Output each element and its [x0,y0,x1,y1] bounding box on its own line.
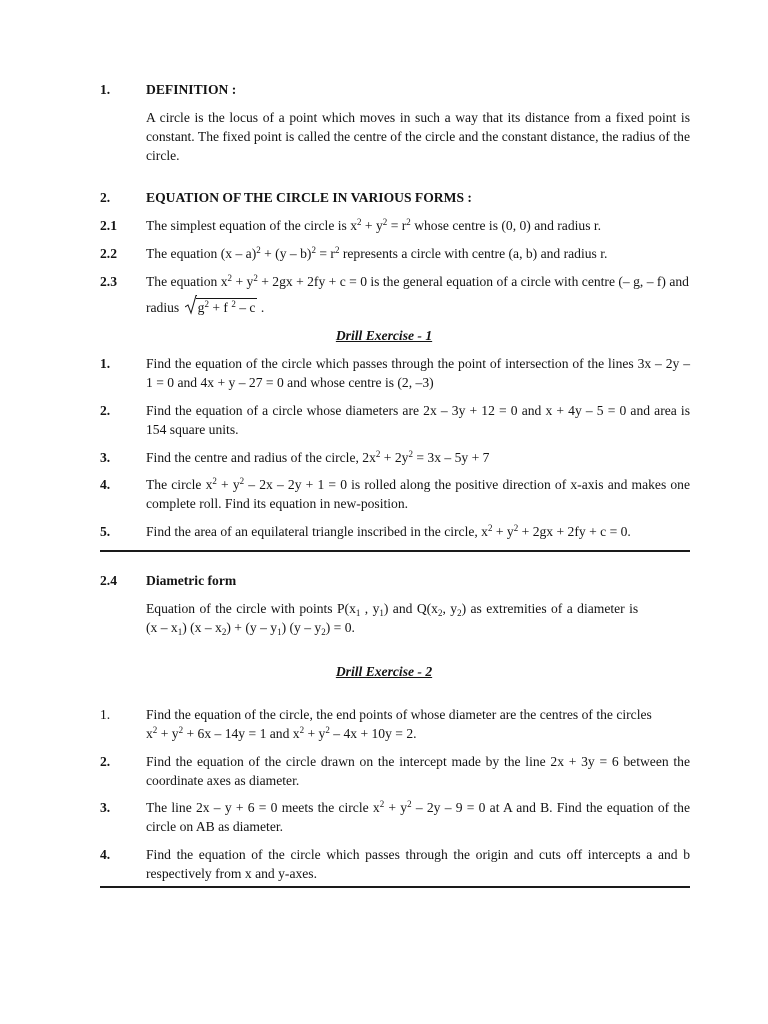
section-number: 2. [100,190,111,205]
question-number: 5. [100,524,111,539]
section-title: Diametric form [146,573,237,588]
item-number: 2.3 [100,274,117,289]
item-text: The equation $(x - a)^2 + (y - b)^2 = r^2$ represents a circle with centre (a, b) and radius r. [146,245,608,261]
diametric-text-line-2: $(x - x_1)$ $(x - x_2) + (y - y_1)$ $(y - y_2) = 0$. [146,620,355,637]
section-number: 2.4 [100,573,117,588]
radical-sign-icon [185,295,197,315]
question-text-line-2: $x^2 + y^2 + 6x - 14y = 1$ and $x^2 + y^2 - 4x + 10y = 2$. [146,725,417,741]
question-text: Find the equation of the circle which passes through the point of intersection of the lines 3x – 2y – 1 = 0 and 4x + y – 27 = 0 and whose centre is (2, –3) [146,356,690,390]
question-text: Find the area of an equilateral triangle inscribed in the circle, $x^2 + y^2 + 2gx + 2fy + c = 0$. [146,523,631,539]
question-text: Find the equation of the circle, the end points of whose diameter are the centres of the circles [146,707,652,722]
square-root: $g^2 + f$ $^2$ – c [185,298,258,317]
question-text: Find the equation of a circle whose diameters are 2x – 3y + 12 = 0 and x + 4y – 5 = 0 and area is 154 square units. [146,403,690,437]
diametric-text-line-1: Equation of the circle with points $P(x_1$ , $y_1$) and $Q(x_2$, $y_2$) as extremities of a diameter is [146,601,639,618]
question-number: 4. [100,847,111,862]
section-title: EQUATION OF THE CIRCLE IN VARIOUS FORMS : [146,190,472,205]
question-text: The line 2x – y + 6 = 0 meets the circle $x^2 + y^2 - 2y - 9 = 0$ at A and B. Find the equation of the circle on AB as diameter. [146,799,690,834]
radius-text: radius $g^2 + f$ $^2$ – c . [146,298,690,317]
question-number: 3. [100,800,111,815]
question-text: The circle $x^2 + y^2 - 2x - 2y + 1 = 0$ is rolled along the positive direction of x-axis and makes one complete roll. Find its equation in new-position. [146,476,690,511]
drill-exercise-2-title: Drill Exercise - 2 [335,664,433,679]
question-number: 1. [100,707,111,722]
divider [100,550,690,552]
item-text: The simplest equation of the circle is $x^2 + y^2 = r^2$ whose centre is (0, 0) and radius r. [146,217,602,233]
definition-text: A circle is the locus of a point which moves in such a way that its distance from a fixed point is constant. The fixed point is called the centre of the circle and the constant distance, the radius of the circle. [146,110,690,163]
item-number: 2.1 [100,218,117,233]
question-number: 2. [100,754,111,769]
item-text: The equation $x^2 + y^2 + 2gx + 2fy + c = 0$ is the general equation of a circle with centre (– g, – f) and [146,273,689,289]
divider [100,886,690,888]
item-number: 2.2 [100,246,117,261]
question-text: Find the equation of the circle which passes through the origin and cuts off intercepts a and b respectively from x and y-axes. [146,847,690,881]
question-text: Find the centre and radius of the circle, $2x^2 + 2y^2 = 3x - 5y + 7$ [146,449,490,465]
question-number: 3. [100,450,111,465]
question-number: 1. [100,356,111,371]
drill-exercise-1-title: Drill Exercise - 1 [335,328,433,343]
section-number: 1. [100,82,111,97]
question-number: 4. [100,477,111,492]
question-number: 2. [100,403,111,418]
question-text: Find the equation of the circle drawn on the intercept made by the line 2x + 3y = 6 between the coordinate axes as diameter. [146,754,690,788]
section-title: DEFINITION : [146,82,237,97]
